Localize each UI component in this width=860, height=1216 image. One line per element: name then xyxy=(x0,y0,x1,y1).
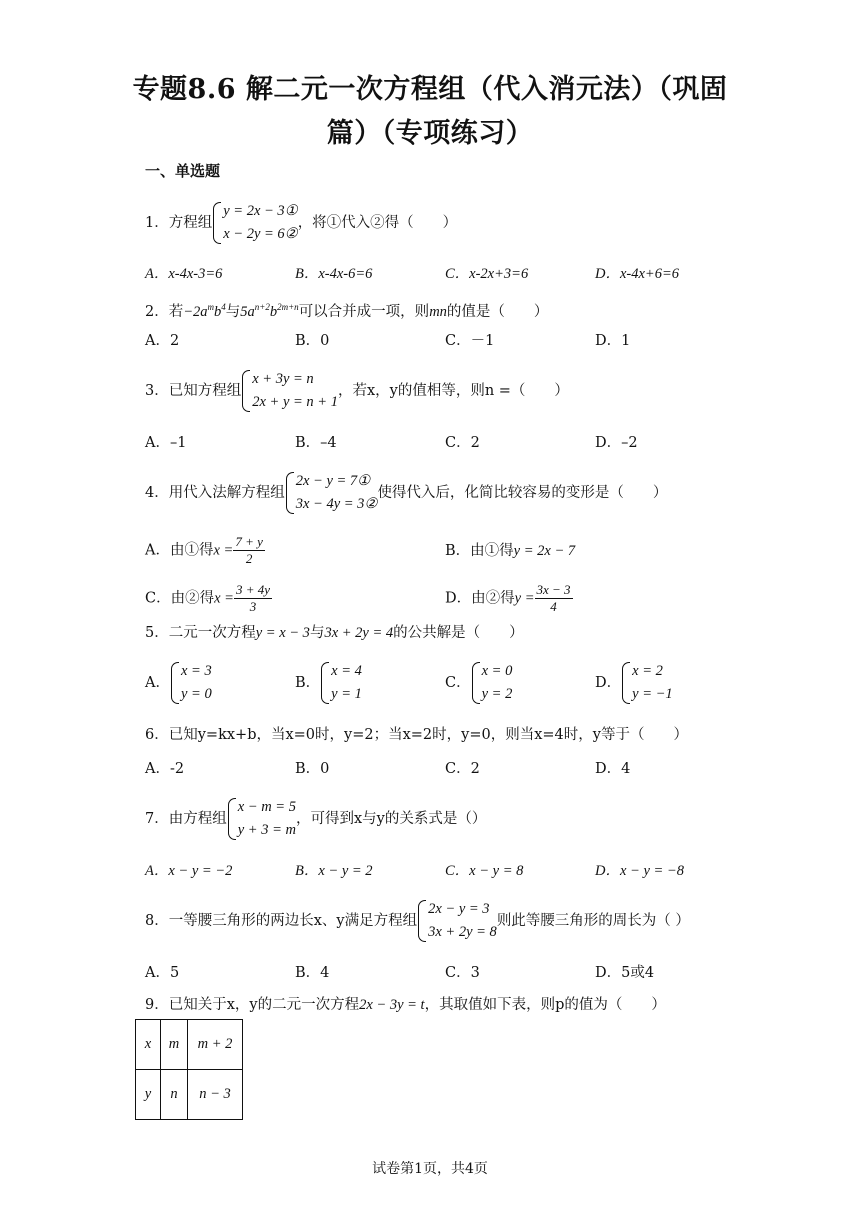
q6-option-a: A．-2 xyxy=(145,761,185,777)
table-row: x m m + 2 xyxy=(136,1020,243,1070)
q4-option-c: C．由②得x = $\frac{3 + 4y}{3}$ xyxy=(145,582,271,614)
equation-system: 2x − y = 7① 3x − 4y = 3② xyxy=(285,470,378,516)
q5-option-c: C． x = 0 y = 2 xyxy=(445,660,512,706)
equation-system: y = 2x − 3① x − 2y = 6② xyxy=(212,200,297,246)
q3-option-d: D．–2 xyxy=(595,435,638,451)
fraction: $\frac{3 + 4y}{3}$ xyxy=(235,582,271,614)
term-1: $-2a^mb^4$ xyxy=(183,302,226,320)
table-row: y n n − 3 xyxy=(136,1070,243,1120)
q4-option-b: B．由①得y = 2x − 7 xyxy=(445,543,576,559)
question-7: 7．由方程组 x − m = 5 y + 3 = m ，可得到x与y的关系式是（） xyxy=(145,796,486,842)
q8-option-c: C．3 xyxy=(445,965,480,981)
question-8: 8．一等腰三角形的两边长x、y满足方程组 2x − y = 3 3x + 2y = 8 则此等腰三角形的周长为（ ） xyxy=(145,898,690,944)
fraction: $\frac{7 + y}{2}$ xyxy=(235,534,263,566)
page-footer: 试卷第1页，共4页 xyxy=(372,1161,488,1177)
page-title-line2: 篇）（专项练习） xyxy=(326,118,534,149)
q3-option-a: A．–1 xyxy=(145,435,187,451)
q2-option-c: C．－1 xyxy=(445,333,495,349)
q7-option-d: D．x − y = −8 xyxy=(595,863,684,879)
q5-option-a: A． x = 3 y = 0 xyxy=(145,660,212,706)
question-5: 5．二元一次方程y = x − 3与3x + 2y = 4的公共解是（ ） xyxy=(145,625,524,641)
q4-option-a: A．由①得x = $\frac{7 + y}{2}$ xyxy=(145,534,263,566)
q7-option-b: B．x − y = 2 xyxy=(295,863,373,879)
q4-option-d: D．由②得y = $\frac{3x - 3}{4}$ xyxy=(445,582,571,614)
q1-option-a: A．x-4x-3=6 xyxy=(145,266,223,282)
q6-option-b: B．0 xyxy=(295,761,330,777)
fraction: $\frac{3x - 3}{4}$ xyxy=(536,582,571,614)
term-2: $5a^{n+2}b^{2m+n}$ xyxy=(240,302,299,320)
q7-option-a: A．x − y = −2 xyxy=(145,863,233,879)
q3-option-b: B．–4 xyxy=(295,435,337,451)
q8-option-d: D．5或4 xyxy=(595,965,655,981)
question-6: 6．已知y=kx+b，当x=0时，y=2；当x=2时，y=0，则当x=4时，y等于（ ） xyxy=(145,727,688,743)
q5-option-d: D． x = 2 y = −1 xyxy=(595,660,673,706)
q6-option-d: D．4 xyxy=(595,761,631,777)
equation-system: x + 3y = n 2x + y = n + 1 xyxy=(241,368,338,414)
q1-option-b: B．x-4x-6=6 xyxy=(295,266,373,282)
question-9: 9．已知关于x，y的二元一次方程2x − 3y = t，其取值如下表，则p的值为（ ） xyxy=(145,997,666,1013)
q8-option-b: B．4 xyxy=(295,965,330,981)
q2-option-b: B．0 xyxy=(295,333,330,349)
q3-option-c: C．2 xyxy=(445,435,480,451)
q2-option-d: D．1 xyxy=(595,333,631,349)
q7-option-c: C．x − y = 8 xyxy=(445,863,524,879)
q1-option-c: C．x-2x+3=6 xyxy=(445,266,529,282)
question-1: 1．方程组 y = 2x − 3① x − 2y = 6② ，将①代入②得（ ） xyxy=(145,200,457,246)
question-3: 3．已知方程组 x + 3y = n 2x + y = n + 1 ，若x，y的值相等，则n =（ ） xyxy=(145,368,569,414)
q2-option-a: A．2 xyxy=(145,333,180,349)
value-table xyxy=(135,1019,243,1120)
question-2: 2．若$-2a^mb^4$与$5a^{n+2}b^{2m+n}$可以合并成一项，则mn的值是（ ） xyxy=(145,302,549,320)
equation-system: 2x − y = 3 3x + 2y = 8 xyxy=(417,898,497,944)
q1-option-d: D．x-4x+6=6 xyxy=(595,266,679,282)
equation-system: x − m = 5 y + 3 = m xyxy=(227,796,296,842)
q8-option-a: A．5 xyxy=(145,965,180,981)
question-4: 4．用代入法解方程组 2x − y = 7① 3x − 4y = 3② 使得代入后，化简比较容易的变形是（ ） xyxy=(145,470,667,516)
section-heading: 一、单选题 xyxy=(145,162,221,180)
page-title-line1: 专题8.6 解二元一次方程组（代入消元法）（巩固 xyxy=(132,74,728,105)
q6-option-c: C．2 xyxy=(445,761,480,777)
q5-option-b: B． x = 4 y = 1 xyxy=(295,660,362,706)
